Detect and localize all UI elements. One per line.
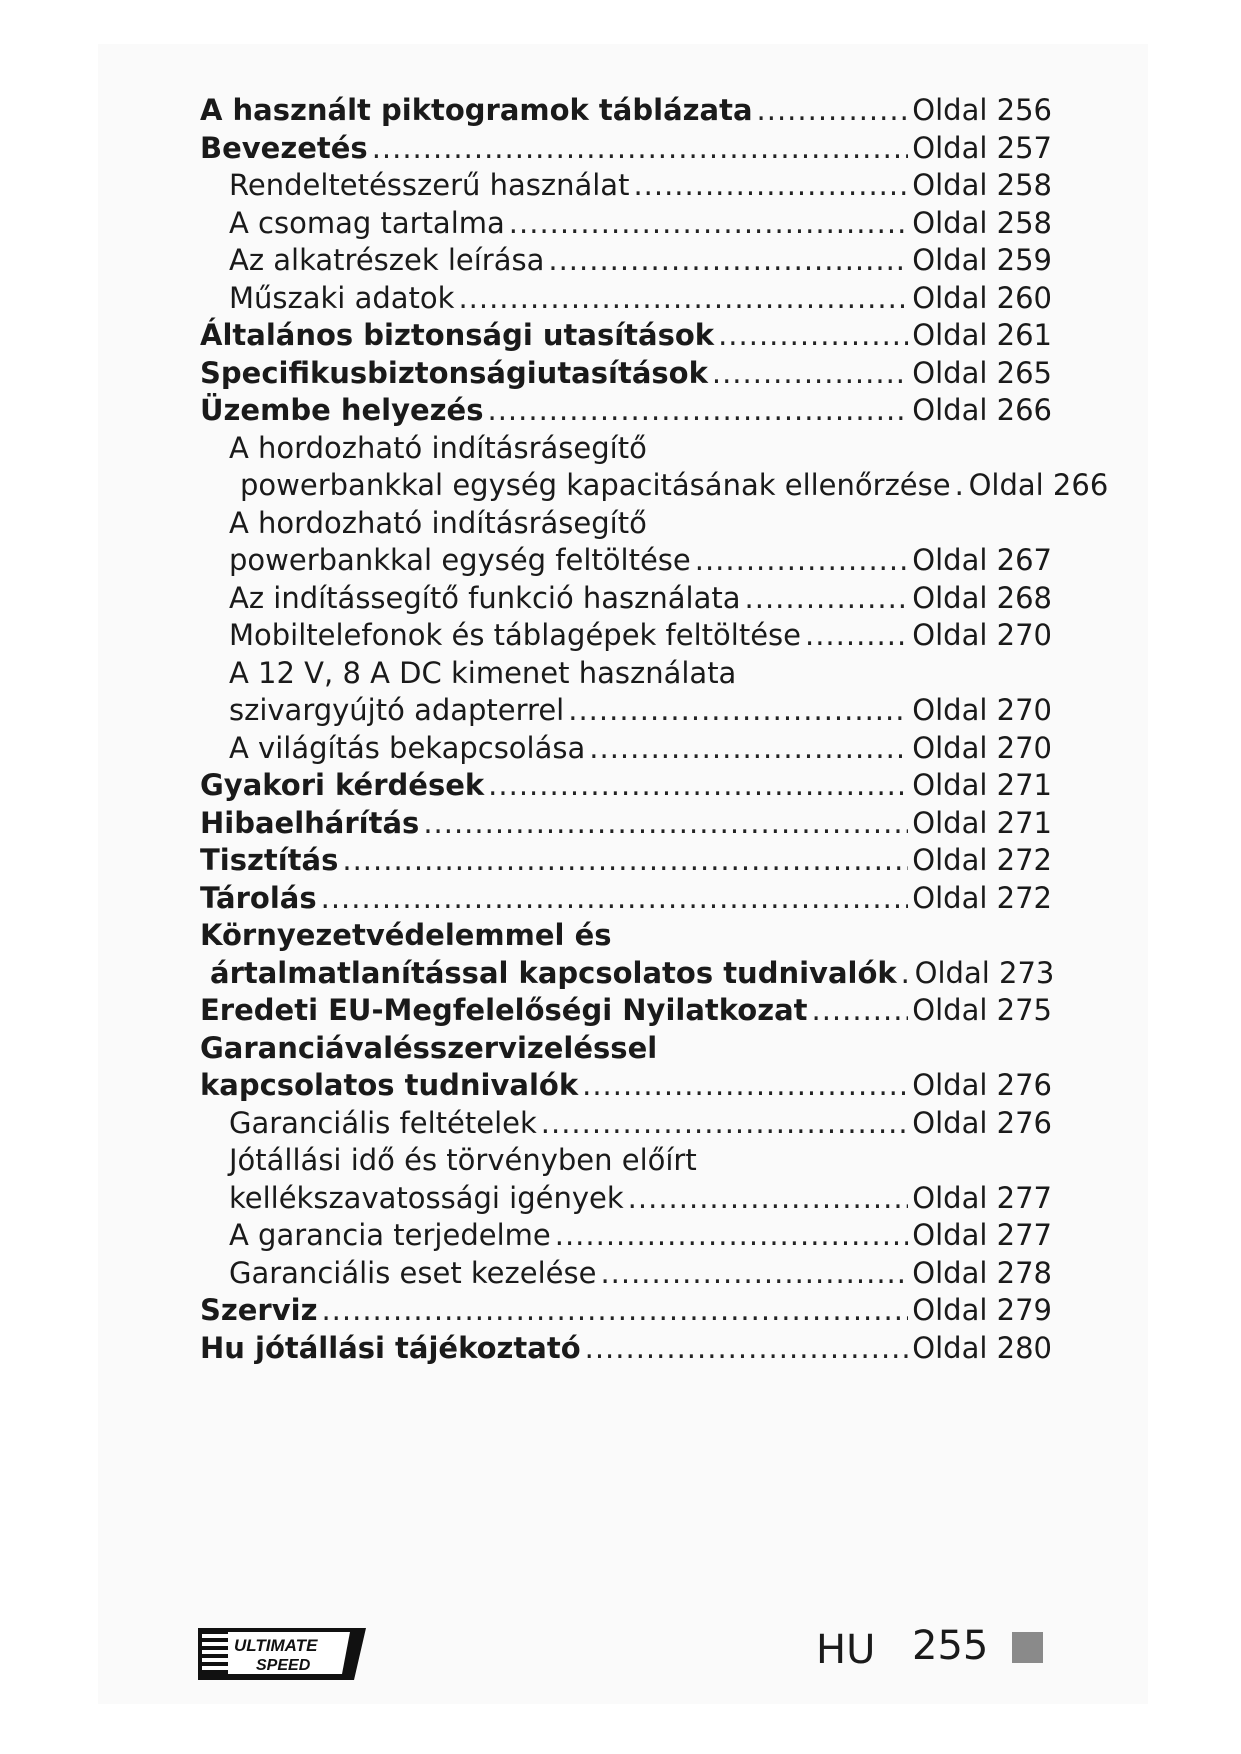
toc-entry-package-contents[interactable] — [200, 205, 1052, 243]
toc-leader-dots — [901, 955, 911, 993]
toc-entry-page: Oldal 278 — [912, 1255, 1052, 1290]
toc-leader-dots — [568, 692, 908, 730]
toc-entry-capacity-check-line1[interactable] — [200, 430, 1052, 468]
toc-entry-jump-start-function[interactable] — [200, 580, 1052, 618]
toc-entry-dc-output-line1[interactable] — [200, 655, 1052, 693]
toc-entry-page: Oldal 268 — [912, 580, 1052, 615]
toc-entry-warranty-line1[interactable] — [200, 1030, 1052, 1068]
toc-entry-service[interactable] — [200, 1292, 1052, 1330]
toc-leader-dots — [695, 542, 909, 580]
toc-entry-label: Az indítássegítő funkció használata — [229, 580, 741, 615]
toc-entry-warranty-line2[interactable] — [200, 1067, 1052, 1105]
toc-entry-page: Oldal 258 — [912, 168, 1052, 202]
toc-entry-label: Általános biztonsági utasítások — [200, 318, 715, 352]
toc-entry-warranty-conditions[interactable] — [200, 1105, 1052, 1143]
toc-leader-dots — [555, 1217, 909, 1255]
toc-entry-eu-declaration[interactable] — [200, 992, 1052, 1030]
toc-leader-dots — [487, 392, 908, 430]
toc-entry-page: Oldal 273 — [914, 955, 1055, 990]
toc-entry-label: A hordozható indításrásegítő — [229, 505, 647, 540]
toc-entry-technical-data[interactable] — [200, 280, 1052, 318]
toc-entry-capacity-check-line2[interactable] — [200, 467, 1109, 505]
toc-entry-label: Szerviz — [200, 1293, 318, 1327]
toc-entry-warranty-period-line1[interactable] — [200, 1142, 1052, 1180]
toc-entry-label: A használt piktogramok táblázata — [200, 93, 753, 127]
toc-entry-page: Oldal 270 — [912, 730, 1052, 765]
toc-leader-dots — [342, 842, 908, 880]
toc-entry-page: Oldal 266 — [912, 393, 1052, 427]
toc-entry-label: kapcsolatos tudnivalók — [200, 1068, 579, 1102]
toc-entry-troubleshooting[interactable] — [200, 805, 1052, 843]
ultimate-speed-logo — [198, 1626, 366, 1680]
toc-entry-page: Oldal 280 — [912, 1330, 1052, 1365]
toc-entry-pictogram-table[interactable] — [200, 92, 1052, 130]
toc-entry-page: Oldal 267 — [912, 543, 1052, 577]
toc-leader-dots — [423, 805, 908, 843]
toc-entry-page: Oldal 259 — [912, 243, 1052, 277]
toc-entry-label: kellékszavatossági igények — [229, 1180, 624, 1215]
toc-entry-label: Bevezetés — [200, 130, 368, 165]
toc-entry-page: Oldal 270 — [912, 693, 1052, 727]
toc-entry-page: Oldal 271 — [912, 805, 1052, 840]
toc-entry-cleaning[interactable] — [200, 842, 1052, 880]
toc-entry-page: Oldal 272 — [912, 843, 1052, 877]
toc-entry-label: Üzembe helyezés — [200, 393, 484, 427]
toc-entry-label: powerbankkal egység kapacitásának ellenőrzése — [240, 468, 951, 502]
toc-entry-page: Oldal 266 — [968, 468, 1109, 502]
toc-leader-dots — [600, 1255, 908, 1293]
toc-leader-dots — [805, 617, 908, 655]
toc-entry-page: Oldal 258 — [912, 205, 1052, 240]
toc-entry-environment-line2[interactable] — [200, 955, 1055, 993]
toc-entry-phone-tablet-charging[interactable] — [200, 617, 1052, 655]
toc-leader-dots — [582, 1067, 908, 1105]
toc-entry-label: Hibaelhárítás — [200, 805, 420, 840]
toc-leader-dots — [585, 1330, 909, 1368]
toc-entry-label: Gyakori kérdések — [200, 768, 485, 802]
toc-leader-dots — [589, 730, 908, 768]
toc-entry-label: Garanciális eset kezelése — [229, 1255, 597, 1290]
toc-leader-dots — [955, 467, 965, 505]
toc-entry-label: Mobiltelefonok és táblagépek feltöltése — [229, 618, 801, 652]
toc-entry-label: A 12 V, 8 A DC kimenet használata — [229, 655, 737, 690]
toc-entry-warranty-scope[interactable] — [200, 1217, 1052, 1255]
toc-leader-dots — [633, 167, 908, 205]
toc-leader-dots — [458, 280, 908, 318]
toc-entry-label: A garancia terjedelme — [229, 1218, 551, 1252]
toc-entry-intended-use[interactable] — [200, 167, 1052, 205]
toc-entry-charging-line1[interactable] — [200, 505, 1052, 543]
toc-entry-label: Tárolás — [200, 880, 317, 915]
toc-entry-label: powerbankkal egység feltöltése — [229, 543, 691, 577]
toc-entry-page: Oldal 276 — [912, 1068, 1052, 1102]
toc-entry-label: szivargyújtó adapterrel — [229, 693, 565, 727]
toc-leader-dots — [372, 130, 909, 168]
language-code: HU — [816, 1627, 876, 1673]
toc-entry-label: ártalmatlanítással kapcsolatos tudnivalók — [210, 955, 897, 990]
toc-entry-page: Oldal 277 — [912, 1180, 1052, 1215]
toc-leader-dots — [488, 767, 908, 805]
toc-entry-environment-line1[interactable] — [200, 917, 1052, 955]
toc-entry-page: Oldal 272 — [912, 880, 1052, 915]
table-of-contents — [200, 92, 1109, 1367]
toc-entry-page: Oldal 260 — [912, 280, 1052, 315]
logo-text-top: ULTIMATE — [234, 1636, 318, 1655]
toc-entry-page: Oldal 276 — [912, 1105, 1052, 1140]
toc-entry-warranty-handling[interactable] — [200, 1255, 1052, 1293]
toc-entry-label: Tisztítás — [200, 843, 339, 877]
toc-entry-parts-description[interactable] — [200, 242, 1052, 280]
toc-entry-storage[interactable] — [200, 880, 1052, 918]
toc-entry-page: Oldal 279 — [912, 1293, 1052, 1327]
toc-entry-label: Környezetvédelemmel és — [200, 918, 612, 952]
toc-entry-page: Oldal 265 — [912, 355, 1052, 390]
toc-leader-dots — [745, 580, 909, 618]
toc-entry-page: Oldal 270 — [912, 618, 1052, 652]
toc-entry-hu-warranty-info[interactable] — [200, 1330, 1052, 1368]
toc-leader-dots — [321, 880, 909, 918]
toc-leader-dots — [718, 317, 908, 355]
toc-entry-warranty-period-line2[interactable] — [200, 1180, 1052, 1218]
toc-leader-dots — [757, 92, 909, 130]
logo-text-bottom: SPEED — [256, 1657, 311, 1674]
toc-entry-specific-safety[interactable] — [200, 355, 1052, 393]
toc-entry-label: A csomag tartalma — [229, 205, 505, 240]
toc-leader-dots — [541, 1105, 909, 1143]
toc-entry-general-safety[interactable] — [200, 317, 1052, 355]
toc-entry-light-switching[interactable] — [200, 730, 1052, 768]
toc-entry-page: Oldal 256 — [912, 93, 1052, 127]
page-footer — [0, 1612, 1241, 1682]
toc-entry-label: Garanciális feltételek — [229, 1105, 537, 1140]
toc-entry-page: Oldal 261 — [912, 318, 1052, 352]
toc-entry-commissioning[interactable] — [200, 392, 1052, 430]
toc-leader-dots — [712, 355, 908, 393]
toc-entry-label: A hordozható indításrásegítő — [229, 430, 647, 465]
toc-entry-label: A világítás bekapcsolása — [229, 730, 586, 765]
toc-entry-page: Oldal 275 — [912, 993, 1052, 1027]
toc-entry-label: Rendeltetésszerű használat — [229, 168, 630, 202]
toc-entry-label: Az alkatrészek leírása — [229, 243, 545, 277]
toc-entry-page: Oldal 271 — [912, 768, 1052, 802]
toc-entry-label: Jótállási idő és törvényben előírt — [229, 1143, 697, 1177]
toc-entry-label: Eredeti EU-Megfelelőségi Nyilatkozat — [200, 993, 808, 1027]
toc-entry-page: Oldal 257 — [912, 130, 1052, 165]
toc-leader-dots — [628, 1180, 909, 1218]
toc-entry-label: Garanciávalésszervizeléssel — [200, 1030, 658, 1065]
toc-entry-faq[interactable] — [200, 767, 1052, 805]
toc-leader-dots — [548, 242, 908, 280]
toc-leader-dots — [321, 1292, 908, 1330]
gray-square-marker — [1012, 1632, 1043, 1663]
page-number: 255 — [912, 1623, 989, 1669]
toc-leader-dots — [509, 205, 909, 243]
toc-entry-charging-line2[interactable] — [200, 542, 1052, 580]
toc-leader-dots — [812, 992, 909, 1030]
toc-entry-label: Specifikusbiztonságiutasítások — [200, 355, 708, 390]
toc-entry-introduction[interactable] — [200, 130, 1052, 168]
toc-entry-dc-output-line2[interactable] — [200, 692, 1052, 730]
toc-entry-label: Hu jótállási tájékoztató — [200, 1330, 581, 1365]
toc-entry-label: Műszaki adatok — [229, 280, 455, 315]
toc-entry-page: Oldal 277 — [912, 1218, 1052, 1252]
